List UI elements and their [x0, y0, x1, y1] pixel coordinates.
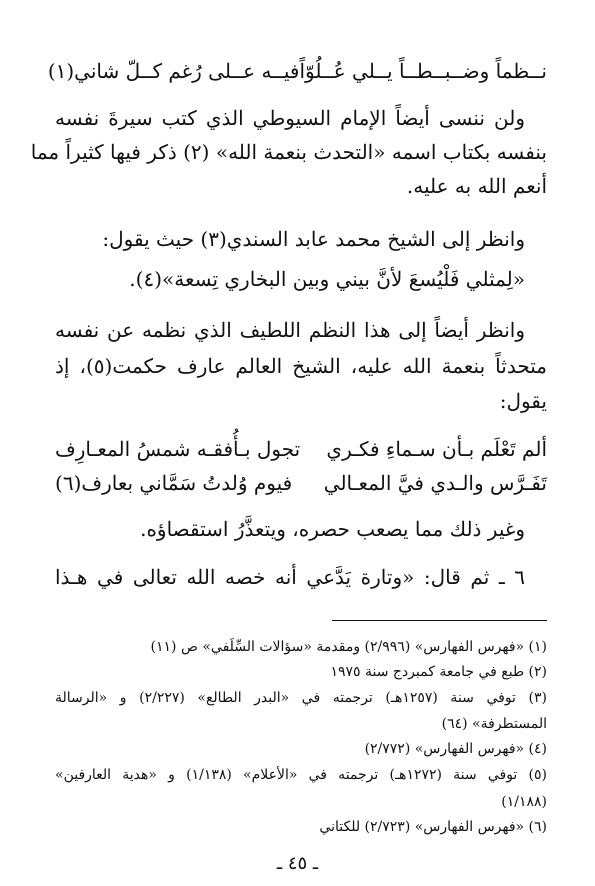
footnote: (٣) توفي سنة (١٢٥٧هـ) ترجمته في «البدر الطالع» (٢/٢٢٧) و «الرسالة	[55, 690, 547, 706]
verse-second-hemistich: فيوم وُلدتُ سَمَّاني بعارف(٦)	[55, 471, 293, 495]
poem-verse	[55, 468, 547, 498]
body-line: يقول:	[499, 389, 547, 413]
footnote: (٤) «فهرس الفهارس» (٢/٧٧٢)	[364, 741, 547, 757]
body-line: وانظر أيضاً إلى هذا النظم اللطيف الذي نظمه عن نفسه	[55, 318, 525, 342]
footnote-continuation: المستطرفة» (٦٤)	[441, 716, 547, 732]
body-line: وانظر إلى الشيخ محمد عابد السندي(٣) حيث يقول:	[102, 227, 525, 251]
body-line: متحدثاً بنعمة الله عليه، الشيخ العالم عارف حكمت(٥)، إذ	[55, 354, 547, 378]
footnote: (٢) طبع في جامعة كمبردج سنة ١٩٧٥	[330, 664, 547, 680]
verse-first-hemistich: نــظماً وضــبــطــاً يــلي عُــلُوّاً	[299, 59, 547, 83]
verse-second-hemistich: فيــه عــلى رُغم كــلّ شاني(١)	[47, 59, 300, 83]
body-line: بنفسه بكتاب اسمه «التحدث بنعمة الله» (٢) ذكر فيها كثيراً مما	[30, 140, 547, 164]
body-line: ٦ ـ ثم قال: «وتارة يَدَّعي أنه خصه الله تعالى في هـذا	[55, 565, 525, 589]
quotation: «لِمثلي فَلْيُسعَ لأنَّ بيني وبين البخاري تِسعة»(٤).	[129, 267, 525, 291]
body-line: ولن ننسى أيضاً الإمام السيوطي الذي كتب سيرةَ نفسه	[55, 106, 525, 130]
footnote-separator	[332, 620, 547, 621]
footnote: (٥) توفي سنة (١٢٧٢هـ) ترجمته في «الأعلام» (١/١٣٨) و «هدية العارفين»	[55, 767, 547, 783]
poem-verse	[47, 56, 547, 86]
poem-verse	[55, 434, 547, 464]
verse-first-hemistich: ألم تَعْلَم بـأن سـماءِ فكـري	[326, 437, 547, 461]
verse-first-hemistich: تَفَـرَّس والـدي فيَّ المعـالي	[323, 471, 547, 495]
page-number: ـ ٤٥ ـ	[276, 853, 319, 874]
body-line: أنعم الله به عليه.	[406, 174, 547, 198]
verse-second-hemistich: تجول بـأُفقـه شمسُ المعـارِف	[55, 437, 301, 461]
footnote-continuation: (١/١٨٨)	[501, 794, 547, 810]
footnote: (١) «فهرس الفهارس» (٢/٩٩٦) ومقدمة «سؤالات السِّلَفي» ص (١١)	[150, 639, 547, 655]
body-line: وغير ذلك مما يصعب حصره، ويتعذَّرُ استقصاؤه.	[140, 517, 525, 541]
footnote: (٦) «فهرس الفهارس» (٢/٧٢٣) للكتاني	[319, 819, 547, 835]
